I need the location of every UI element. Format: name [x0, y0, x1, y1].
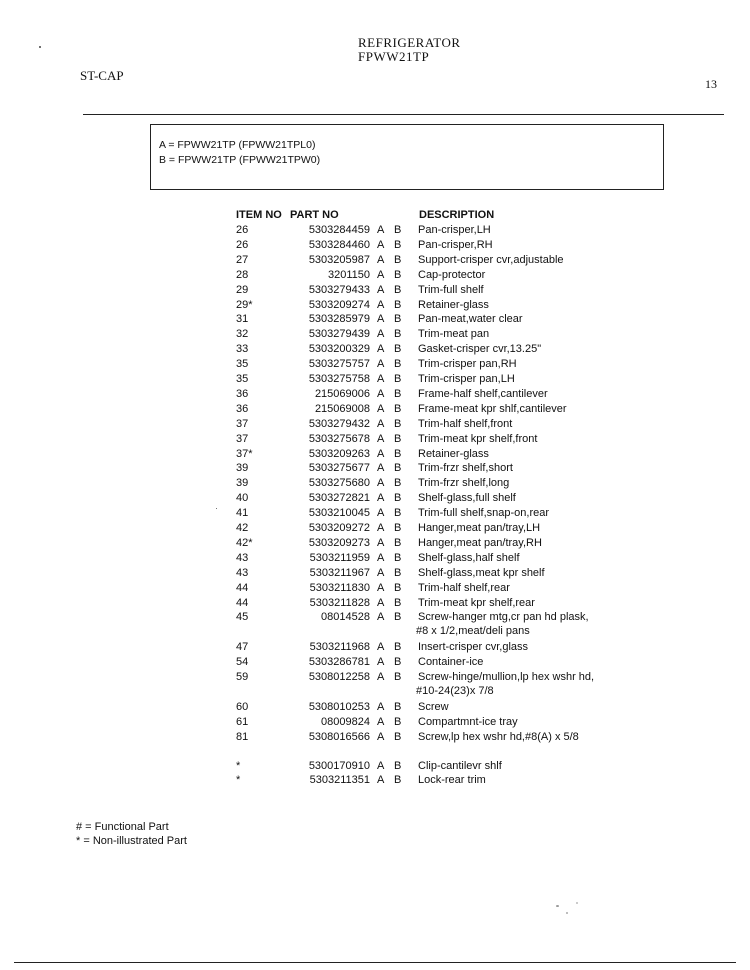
part-number: 5303279439 — [308, 328, 370, 341]
variant-a-flag: A — [377, 536, 385, 549]
variant-b-flag: B — [394, 671, 402, 683]
item-number: 39 — [236, 477, 249, 490]
variant-a-flag: A — [377, 328, 385, 341]
variant-b-flag: B — [394, 507, 402, 520]
part-number: 5303210045 — [308, 507, 370, 520]
variant-b-flag: B — [394, 462, 402, 475]
page-title-line1: REFRIGERATOR — [358, 35, 461, 50]
item-number: 60 — [236, 700, 249, 713]
variant-a-flag: A — [377, 715, 385, 728]
variant-a-flag: A — [377, 358, 385, 371]
table-header-item: ITEM NO — [236, 209, 282, 221]
part-description: Shelf-glass,full shelf — [418, 492, 516, 505]
table-row — [0, 716, 750, 731]
table-row — [0, 284, 750, 299]
variant-b-flag: B — [394, 238, 402, 251]
part-number: 5303275757 — [308, 358, 370, 371]
item-number: 32 — [236, 328, 249, 341]
item-number: 61 — [236, 715, 249, 728]
variant-b-flag: B — [394, 298, 402, 311]
table-row — [0, 433, 750, 448]
item-number: 43 — [236, 566, 249, 579]
part-number: 5303211968 — [309, 641, 370, 654]
item-number: * — [236, 774, 241, 787]
table-row — [0, 507, 750, 522]
part-description: Insert-crisper cvr,glass — [418, 641, 529, 654]
table-row — [0, 552, 750, 567]
variant-a-flag: A — [377, 298, 385, 311]
variant-b-flag: B — [394, 373, 402, 385]
variant-a-flag: A — [377, 581, 385, 594]
scan-speck — [576, 902, 578, 904]
variant-b-flag: B — [394, 566, 402, 579]
variant-b-flag: B — [394, 253, 402, 266]
part-description: Shelf-glass,half shelf — [418, 551, 520, 564]
variant-a-flag: A — [377, 224, 385, 236]
item-number: 40 — [236, 492, 249, 505]
part-description: Screw — [418, 700, 449, 713]
part-description: Trim-crisper pan,LH — [418, 373, 515, 385]
item-number: 35 — [236, 373, 249, 385]
table-row — [0, 567, 750, 582]
legend-non-illustrated: * = Non-illustrated Part — [76, 835, 187, 847]
variant-b: B = FPWW21TP (FPWW21TPW0) — [159, 154, 321, 166]
item-number: * — [236, 759, 241, 772]
legend-functional: # = Functional Part — [76, 821, 169, 833]
table-header-part: PART NO — [290, 209, 339, 221]
part-number: 5303211830 — [309, 581, 370, 594]
part-description: Hanger,meat pan/tray,RH — [418, 536, 542, 549]
item-number: 26 — [236, 224, 249, 236]
variant-b-flag: B — [394, 774, 402, 787]
part-number: 5303209263 — [308, 447, 370, 460]
variant-a: A = FPWW21TP (FPWW21TPL0) — [159, 139, 316, 151]
part-description: Frame-meat kpr shlf,cantilever — [418, 402, 567, 415]
item-number: 47 — [236, 641, 249, 654]
part-number: 3201150 — [327, 268, 370, 281]
item-number: 29 — [236, 283, 249, 296]
variant-a-flag: A — [377, 492, 385, 505]
variant-a-flag: A — [377, 641, 385, 654]
table-row — [0, 462, 750, 477]
table-row — [0, 760, 750, 775]
variant-a-flag: A — [377, 462, 385, 475]
item-number: 59 — [236, 671, 249, 683]
variant-a-flag: A — [377, 596, 385, 609]
part-description: Trim-frzr shelf,short — [418, 462, 513, 475]
table-row — [0, 269, 750, 284]
table-row — [0, 388, 750, 403]
table-row — [0, 671, 750, 697]
part-description: Trim-crisper pan,RH — [418, 358, 517, 371]
variant-b-flag: B — [394, 283, 402, 296]
part-number: 5308012258 — [308, 671, 370, 683]
item-number: 41 — [236, 507, 249, 520]
item-number: 28 — [236, 268, 249, 281]
item-number: 81 — [236, 730, 249, 743]
part-number: 5303205987 — [308, 253, 370, 266]
item-number: 44 — [236, 596, 249, 609]
part-number: 5303285979 — [308, 313, 370, 326]
part-number: 5303284460 — [308, 238, 370, 251]
variant-a-flag: A — [377, 238, 385, 251]
variant-b-flag: B — [394, 641, 402, 654]
part-number: 5303275678 — [308, 432, 370, 445]
table-row — [0, 611, 750, 638]
variant-a-flag: A — [377, 522, 385, 534]
table-row — [0, 582, 750, 597]
item-number: 26 — [236, 238, 249, 251]
part-description: Trim-meat kpr shelf,front — [418, 432, 538, 445]
scan-speck — [39, 46, 41, 48]
page-title-line2: FPWW21TP — [358, 49, 430, 64]
part-description: Trim-full shelf — [418, 283, 484, 296]
scan-speck — [566, 912, 568, 914]
top-rule — [83, 114, 724, 115]
variant-a-flag: A — [377, 402, 385, 415]
part-description: Clip-cantilevr shlf — [418, 759, 502, 772]
variant-a-flag: A — [377, 268, 385, 281]
variant-b-flag: B — [394, 551, 402, 564]
part-description: Screw-hinge/mullion,lp hex wshr hd, — [418, 671, 595, 683]
item-number: 33 — [236, 343, 249, 356]
table-row — [0, 537, 750, 552]
table-row — [0, 477, 750, 492]
variant-box — [150, 124, 664, 190]
part-number: 5303211967 — [309, 566, 370, 579]
part-description: Pan-crisper,RH — [418, 238, 493, 251]
variant-b-flag: B — [394, 313, 402, 326]
variant-b-flag: B — [394, 611, 402, 624]
part-description: Compartmnt-ice tray — [418, 715, 518, 728]
variant-a-flag: A — [377, 774, 385, 787]
item-number: 42* — [236, 536, 253, 549]
variant-b-flag: B — [394, 358, 402, 371]
variant-b-flag: B — [394, 700, 402, 713]
part-number: 5308016566 — [308, 730, 370, 743]
part-description-continued: #8 x 1/2,meat/deli pans — [416, 625, 530, 638]
item-number: 36 — [236, 402, 249, 415]
part-description: Frame-half shelf,cantilever — [418, 387, 548, 400]
variant-b-flag: B — [394, 730, 402, 743]
variant-a-flag: A — [377, 730, 385, 743]
part-number: 5303211828 — [309, 596, 370, 609]
item-number: 44 — [236, 581, 249, 594]
part-description: Screw-hanger mtg,cr pan hd plask, — [418, 611, 589, 624]
part-number: 5303209274 — [308, 298, 370, 311]
item-number: 45 — [236, 611, 249, 624]
variant-a-flag: A — [377, 373, 385, 385]
item-number: 35 — [236, 358, 249, 371]
variant-a-flag: A — [377, 477, 385, 490]
part-description: Trim-half shelf,rear — [418, 581, 510, 594]
variant-b-flag: B — [394, 596, 402, 609]
table-row — [0, 313, 750, 328]
part-number: 5303209272 — [308, 522, 370, 534]
table-row — [0, 403, 750, 418]
variant-a-flag: A — [377, 432, 385, 445]
variant-b-flag: B — [394, 715, 402, 728]
part-description: Trim-meat kpr shelf,rear — [418, 596, 535, 609]
page-number: 13 — [705, 77, 717, 91]
variant-b-flag: B — [394, 268, 402, 281]
part-description: Trim-meat pan — [418, 328, 490, 341]
table-header-description: DESCRIPTION — [419, 209, 495, 221]
part-number: 5303284459 — [308, 224, 370, 236]
table-row — [0, 641, 750, 656]
variant-a-flag: A — [377, 343, 385, 356]
variant-a-flag: A — [377, 700, 385, 713]
item-number: 43 — [236, 551, 249, 564]
part-description: Retainer-glass — [418, 298, 489, 311]
item-number: 31 — [236, 313, 249, 326]
variant-b-flag: B — [394, 402, 402, 415]
table-row — [0, 656, 750, 671]
part-description: Support-crisper cvr,adjustable — [418, 253, 564, 266]
item-number: 37* — [236, 447, 253, 460]
part-number: 08009824 — [321, 715, 370, 728]
table-row — [0, 492, 750, 507]
variant-b-flag: B — [394, 224, 402, 236]
variant-b-flag: B — [394, 536, 402, 549]
item-number: 27 — [236, 253, 249, 266]
variant-a-flag: A — [377, 611, 385, 624]
part-description: Trim-frzr shelf,long — [418, 477, 510, 490]
scan-speck — [556, 905, 559, 907]
table-row — [0, 418, 750, 433]
variant-a-flag: A — [377, 656, 385, 669]
item-number: 37 — [236, 432, 249, 445]
table-row — [0, 731, 750, 746]
part-number: 215069008 — [314, 402, 370, 415]
part-description: Pan-crisper,LH — [418, 224, 491, 236]
part-number: 5303275680 — [308, 477, 370, 490]
variant-a-flag: A — [377, 387, 385, 400]
part-number: 5303275758 — [308, 373, 370, 385]
item-number: 36 — [236, 387, 249, 400]
item-number: 42 — [236, 522, 249, 534]
table-row — [0, 448, 750, 463]
variant-a-flag: A — [377, 313, 385, 326]
part-description: Shelf-glass,meat kpr shelf — [418, 566, 545, 579]
part-description: Container-ice — [418, 656, 484, 669]
part-number: 5303286781 — [308, 656, 370, 669]
variant-b-flag: B — [394, 492, 402, 505]
table-row — [0, 239, 750, 254]
variant-b-flag: B — [394, 447, 402, 460]
part-number: 08014528 — [321, 611, 370, 624]
table-row — [0, 224, 750, 239]
variant-a-flag: A — [377, 447, 385, 460]
table-row — [0, 328, 750, 343]
part-description: Trim-half shelf,front — [418, 417, 513, 430]
table-row — [0, 343, 750, 358]
part-description: Hanger,meat pan/tray,LH — [418, 522, 541, 534]
part-description: Gasket-crisper cvr,13.25" — [418, 343, 542, 356]
table-row — [0, 597, 750, 612]
part-number: 5303209273 — [308, 536, 370, 549]
item-number: 54 — [236, 656, 249, 669]
item-number: 37 — [236, 417, 249, 430]
variant-b-flag: B — [394, 759, 402, 772]
part-number: 5300170910 — [308, 759, 370, 772]
part-number: 5303272821 — [308, 492, 370, 505]
table-row — [0, 373, 750, 388]
variant-b-flag: B — [394, 581, 402, 594]
variant-a-flag: A — [377, 671, 385, 683]
variant-a-flag: A — [377, 283, 385, 296]
part-description: Retainer-glass — [418, 447, 489, 460]
part-description: Lock-rear trim — [418, 774, 486, 787]
item-number: 39 — [236, 462, 249, 475]
variant-b-flag: B — [394, 432, 402, 445]
part-description: Trim-full shelf,snap-on,rear — [418, 507, 550, 520]
part-number: 5303279433 — [308, 283, 370, 296]
section-label: ST-CAP — [80, 68, 124, 83]
variant-b-flag: B — [394, 417, 402, 430]
table-row — [0, 254, 750, 269]
variant-b-flag: B — [394, 328, 402, 341]
item-number: 29* — [236, 298, 253, 311]
part-number: 5308010253 — [308, 700, 370, 713]
part-number: 5303200329 — [308, 343, 370, 356]
variant-b-flag: B — [394, 343, 402, 356]
table-row — [0, 522, 750, 537]
variant-b-flag: B — [394, 522, 402, 534]
table-row — [0, 358, 750, 373]
table-row — [0, 299, 750, 314]
part-description: Cap-protector — [418, 268, 486, 281]
variant-a-flag: A — [377, 253, 385, 266]
variant-a-flag: A — [377, 507, 385, 520]
variant-b-flag: B — [394, 477, 402, 490]
part-description: Screw,lp hex wshr hd,#8(A) x 5/8 — [418, 730, 579, 743]
part-number: 5303211959 — [309, 551, 370, 564]
part-number: 5303275677 — [308, 462, 370, 475]
table-row — [0, 701, 750, 716]
variant-a-flag: A — [377, 551, 385, 564]
scan-speck — [216, 508, 217, 509]
part-description: Pan-meat,water clear — [418, 313, 523, 326]
variant-b-flag: B — [394, 387, 402, 400]
part-number: 215069006 — [314, 387, 370, 400]
part-number: 5303211351 — [309, 774, 370, 787]
part-description-continued: #10-24(23)x 7/8 — [416, 685, 494, 697]
variant-a-flag: A — [377, 566, 385, 579]
variant-a-flag: A — [377, 417, 385, 430]
variant-b-flag: B — [394, 656, 402, 669]
variant-a-flag: A — [377, 759, 385, 772]
bottom-rule — [14, 962, 736, 963]
part-number: 5303279432 — [308, 417, 370, 430]
table-row — [0, 774, 750, 789]
